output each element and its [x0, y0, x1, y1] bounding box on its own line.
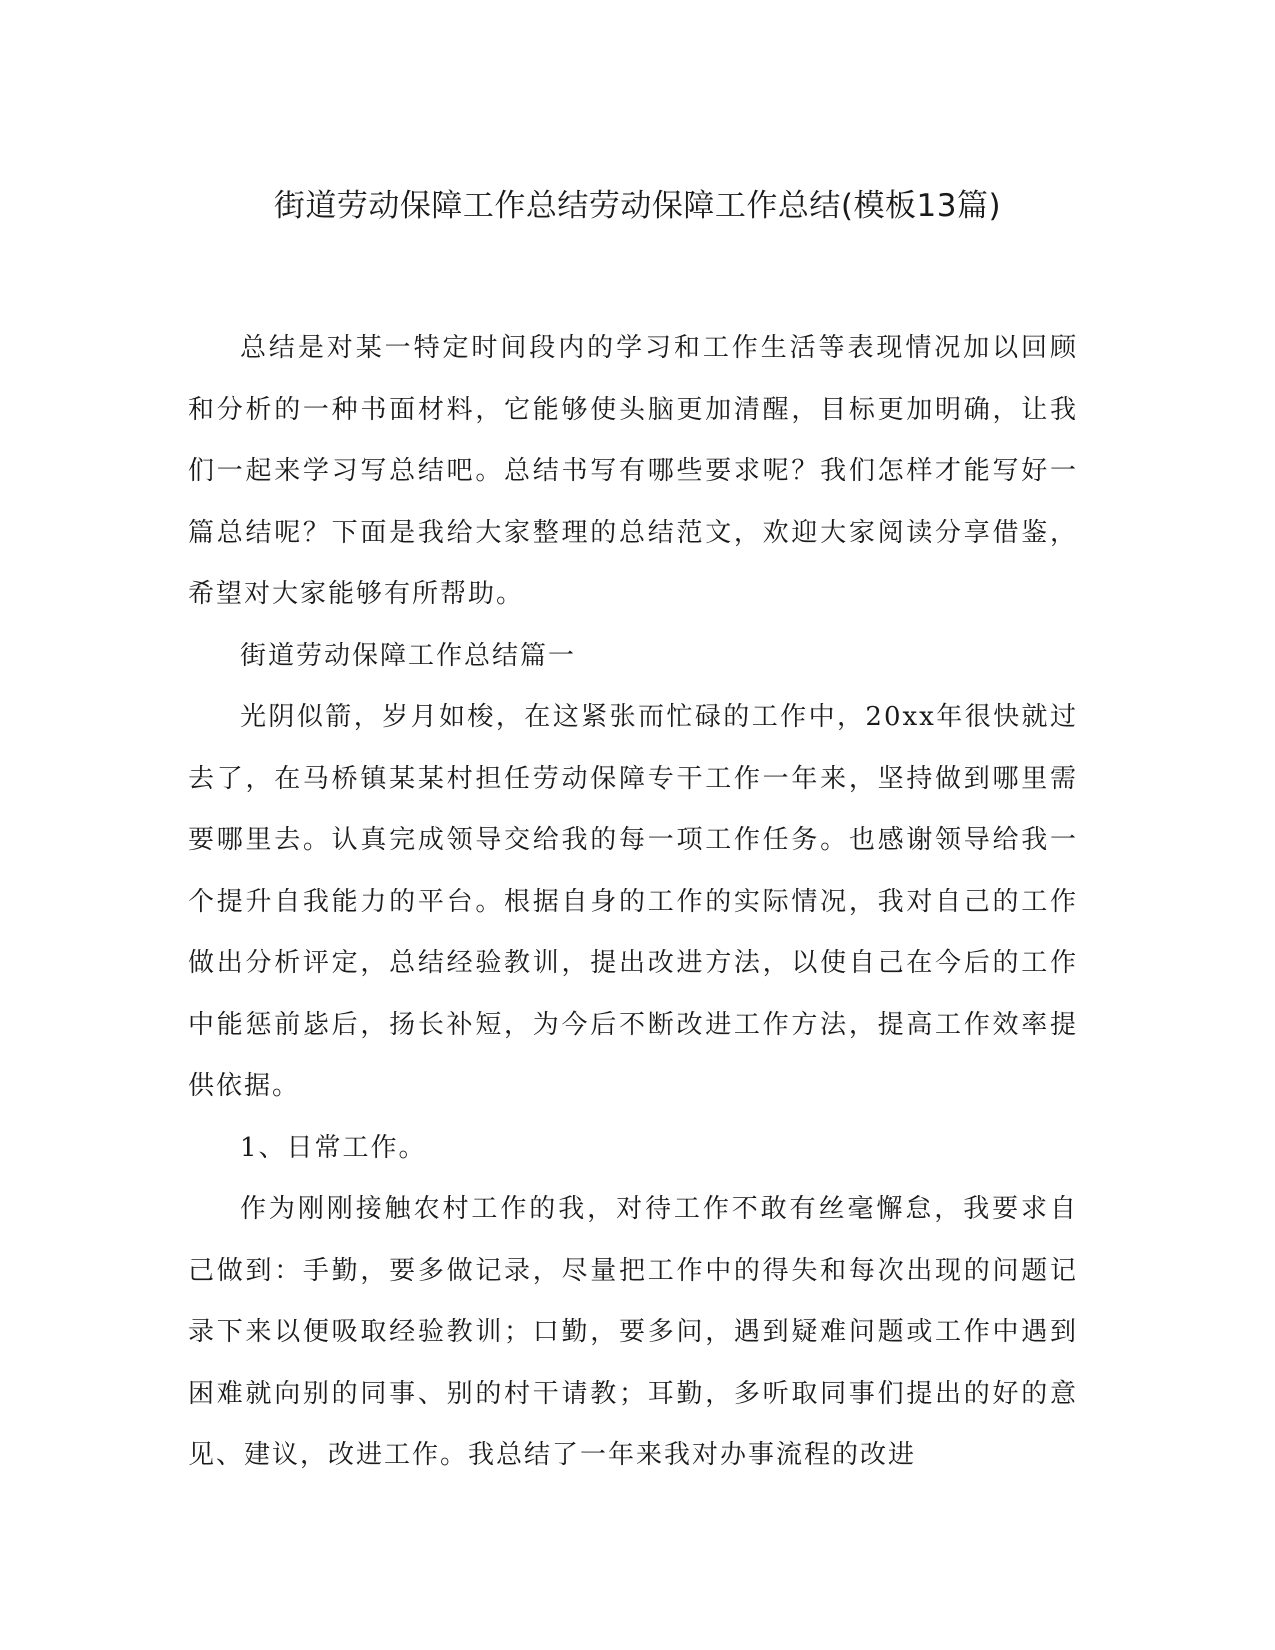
- document-body: [188, 318, 1078, 1487]
- intro-paragraph: 总结是对某一特定时间段内的学习和工作生活等表现情况加以回顾和分析的一种书面材料，它能够使头脑更加清醒，目标更加明确，让我们一起来学习写总结吧。总结书写有哪些要求呢？我们怎样才能写好一篇总结呢？下面是我给大家整理的总结范文，欢迎大家阅读分享借鉴，希望对大家能够有所帮助。: [188, 333, 1078, 609]
- body-paragraph: 作为刚刚接触农村工作的我，对待工作不敢有丝毫懈怠，我要求自己做到：手勤，要多做记录，尽量把工作中的得失和每次出现的问题记录下来以便吸取经验教训；口勤，要多问，遇到疑难问题或工作中遇到困难就向别的同事、别的村干请教；耳勤，多听取同事们提出的好的意见、建议，改进工作。我总结了一年来我对办事流程的改进: [188, 1194, 1078, 1470]
- document-title: 街道劳动保障工作总结劳动保障工作总结(模板13篇): [273, 188, 1002, 224]
- list-item-heading: 1、日常工作。: [240, 1132, 427, 1163]
- section-heading: 街道劳动保障工作总结篇一: [240, 640, 577, 671]
- body-paragraph: 光阴似箭，岁月如梭，在这紧张而忙碌的工作中，20xx年很快就过去了，在马桥镇某某村担任劳动保障专干工作一年来，坚持做到哪里需要哪里去。认真完成领导交给我的每一项工作任务。也感谢领导给我一个提升自我能力的平台。根据自身的工作的实际情况，我对自己的工作做出分析评定，总结经验教训，提出改进方法，以使自己在今后的工作中能惩前毖后，扬长补短，为今后不断改进工作方法，提高工作效率提供依据。: [188, 702, 1078, 1101]
